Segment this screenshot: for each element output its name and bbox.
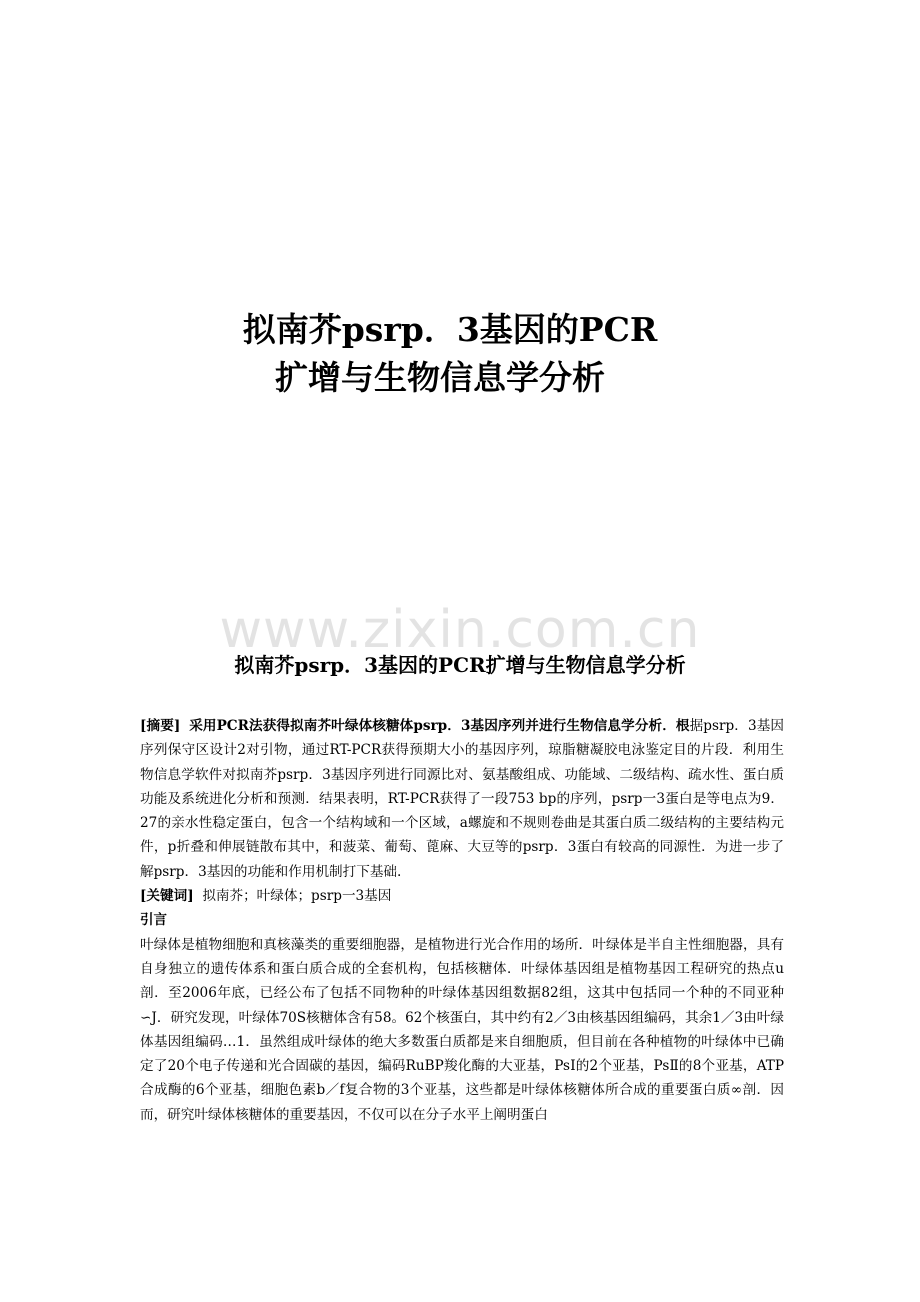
abstract-body: 据psrp．3基因序列保守区设计2对引物，通过RT-PCR获得预期大小的基因序列，琼脂糖凝胶电泳鉴定目的片段．利用生物信息学软件对拟南芥psrp．3基因序列进行同源比对、氨基酸组成、功能域、二级结构、疏水性、蛋白质功能及系统进化分析和预测．结果表明，RT-PCR获得了一段753 bp的序列，psrp一3蛋白是等电点为9．27的亲水性稳定蛋白，包含一个结构域和一个区域，a螺旋和不规则卷曲是其蛋白质二级结构的主要结构元件，p折叠和伸展链散布其中，和菠菜、葡萄、蓖麻、大豆等的psrp．3蛋白有较高的同源性．为进一步了解psrp．3基因的功能和作用机制打下基础. [140, 718, 784, 880]
article-body [140, 714, 784, 1127]
cover-title-line-2: 扩增与生物信息学分析 [275, 358, 605, 397]
abstract-paragraph [140, 714, 784, 884]
intro-heading: 引言 [140, 912, 167, 929]
intro-paragraph: 叶绿体是植物细胞和真核藻类的重要细胞器，是植物进行光合作用的场所．叶绿体是半自主性细胞器，具有自身独立的遗传体系和蛋白质合成的全套机构，包括核糖体．叶绿体基因组是植物基因工程研究的热点u剖．至2006年底，已经公布了包括不同物种的叶绿体基因组数据82组，这其中包括同一个种的不同亚种∽J．研究发现，叶绿体70S核糖体含有58。62个核蛋白，其中约有2／3由核基因组编码，其余1／3由叶绿体基因组编码…1．虽然组成叶绿体的绝大多数蛋白质都是来自细胞质，但目前在各种植物的叶绿体中已确定了20个电子传递和光合固碳的基因，编码RuBP羧化酶的大亚基，PsⅠ的2个亚基，PsⅡ的8个亚基，ATP合成酶的6个亚基，细胞色素b／f复合物的3个亚基，这些都是叶绿体核糖体所合成的重要蛋白质∞剖．因而，研究叶绿体核糖体的重要基因，不仅可以在分子水平上阐明蛋白 [140, 936, 784, 1123]
keywords-text: 拟南芥；叶绿体；psrp一3基因 [202, 888, 392, 905]
abstract-label: [摘要] [140, 718, 181, 734]
keywords-paragraph [140, 884, 784, 908]
watermark: www.zixin.com.cn [219, 600, 701, 660]
article-title: 拟南芥psrp．3基因的PCR扩增与生物信息学分析 [234, 653, 686, 677]
keywords-label: [关键词] [140, 888, 194, 905]
abstract-lead: 采用PCR法获得拟南芥叶绿体核糖体psrp．3基因序列并进行生物信息学分析．根 [189, 718, 690, 734]
cover-title-line-1: 拟南芥psrp．3基因的PCR [242, 310, 658, 349]
